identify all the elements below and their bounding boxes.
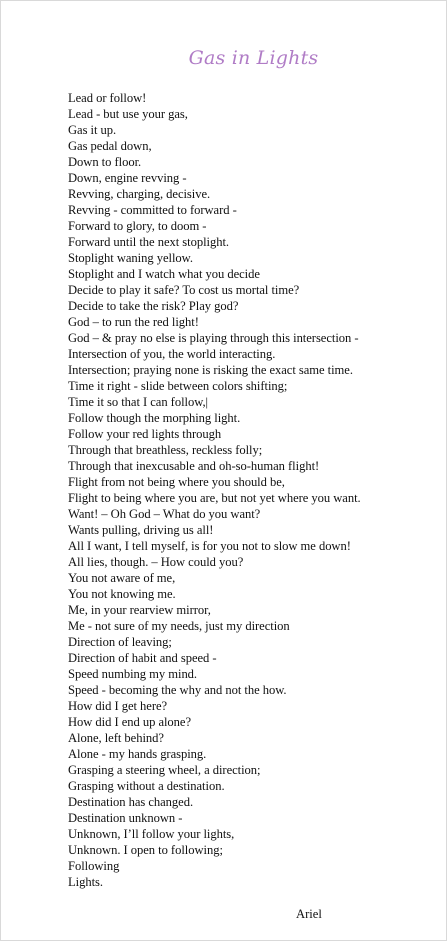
poem-line: All I want, I tell myself, is for you not to slow me down!	[68, 539, 351, 553]
poem-line: Wants pulling, driving us all!	[68, 523, 214, 537]
poem-line: Speed numbing my mind.	[68, 667, 198, 681]
poem-line: Follow your red lights through	[68, 427, 222, 441]
poem-line: Me, in your rearview mirror,	[68, 603, 211, 617]
poem-line: Alone, left behind?	[68, 731, 164, 745]
poem-line: God – & pray no else is playing through this intersection -	[68, 331, 359, 345]
poem-line: Through that inexcusable and oh-so-human flight!	[68, 459, 320, 473]
poem-line: Unknown. I open to following;	[68, 843, 223, 857]
poem-line: Decide to take the risk? Play god?	[68, 299, 239, 313]
poem-line: Following	[68, 859, 120, 873]
poem-line: Gas it up.	[68, 123, 117, 137]
poem-line: Destination unknown -	[68, 811, 183, 825]
poem-line: All lies, though. – How could you?	[68, 555, 244, 569]
poem-line: Intersection; praying none is risking the exact same time.	[68, 363, 353, 377]
poem-line: Direction of leaving;	[68, 635, 172, 649]
poem-line: Lead - but use your gas,	[68, 107, 188, 121]
poem-line: Destination has changed.	[68, 795, 194, 809]
poem-line: Want! – Oh God – What do you want?	[68, 507, 261, 521]
poem-line: How did I end up alone?	[68, 715, 192, 729]
poem-line: Me - not sure of my needs, just my direction	[68, 619, 290, 633]
poem-line: Revving, charging, decisive.	[68, 187, 211, 201]
poem-line: Flight to being where you are, but not yet where you want.	[68, 491, 361, 505]
author-signature: Ariel	[296, 907, 322, 921]
poem-line: Flight from not being where you should be,	[68, 475, 285, 489]
poem-line: You not aware of me,	[68, 571, 176, 585]
poem-line: Unknown, I’ll follow your lights,	[68, 827, 235, 841]
poem-line: Down to floor.	[68, 155, 142, 169]
poem-line: Time it so that I can follow,|	[68, 395, 209, 409]
poem-line: Lead or follow!	[68, 91, 147, 105]
poem-line: How did I get here?	[68, 699, 168, 713]
poem-line: Grasping a steering wheel, a direction;	[68, 763, 261, 777]
poem-line: Alone - my hands grasping.	[68, 747, 207, 761]
poem-line: Direction of habit and speed -	[68, 651, 217, 665]
poem-line: Through that breathless, reckless folly;	[68, 443, 263, 457]
poem-line: Forward until the next stoplight.	[68, 235, 230, 249]
poem-line: You not knowing me.	[68, 587, 176, 601]
poem-title: Gas in Lights	[188, 47, 319, 69]
poem-line: Speed - becoming the why and not the how.	[68, 683, 287, 697]
poem-body	[68, 90, 439, 890]
poem-line: God – to run the red light!	[68, 315, 199, 329]
poem-line: Time it right - slide between colors shifting;	[68, 379, 288, 393]
poem-line: Stoplight waning yellow.	[68, 251, 193, 265]
poem-line: Grasping without a destination.	[68, 779, 225, 793]
poem-line: Intersection of you, the world interacting.	[68, 347, 276, 361]
poem-line: Follow though the morphing light.	[68, 411, 241, 425]
poem-line: Gas pedal down,	[68, 139, 152, 153]
poem-line: Forward to glory, to doom -	[68, 219, 207, 233]
poem-line: Decide to play it safe? To cost us mortal time?	[68, 283, 300, 297]
poem-line: Stoplight and I watch what you decide	[68, 267, 260, 281]
poem-line: Lights.	[68, 875, 103, 889]
poem-line: Down, engine revving -	[68, 171, 187, 185]
poem-line: Revving - committed to forward -	[68, 203, 237, 217]
